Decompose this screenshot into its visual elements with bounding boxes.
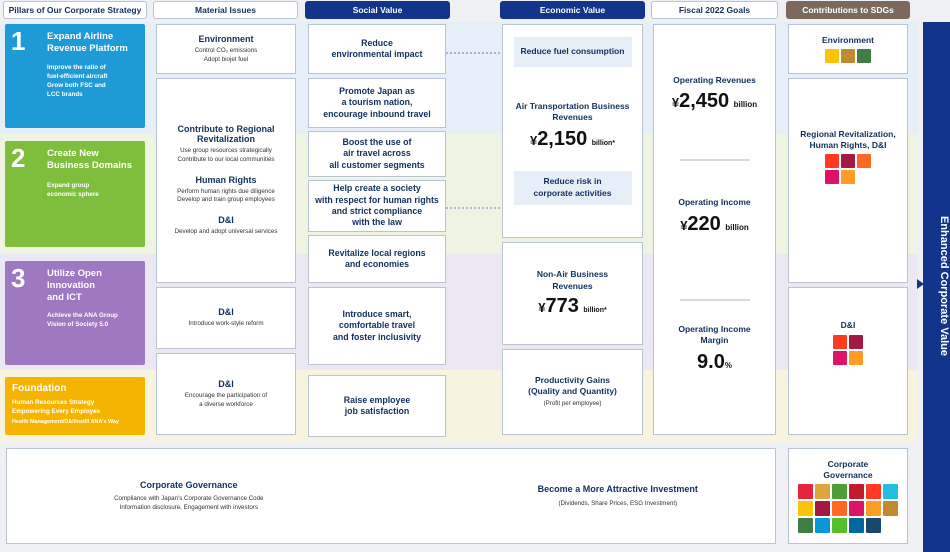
- sdg-goal-8-icon: [841, 154, 855, 168]
- fiscal-divider: [680, 159, 750, 161]
- sdg-goal-13-icon: [857, 49, 871, 63]
- sdg-goal-10-icon: [833, 351, 847, 365]
- economic-non-air: [502, 242, 643, 345]
- fiscal-divider: [680, 299, 750, 301]
- fiscal-margin-label: [678, 324, 750, 347]
- social-boost-air-travel: [308, 131, 446, 177]
- sdg-goal-9-icon: [857, 154, 871, 168]
- economic-nonair-value: [538, 295, 606, 318]
- social-text: and economies: [344, 259, 410, 269]
- fiscal-goals: [653, 24, 776, 435]
- pillar-1-sub-line: Improve the ratio of: [47, 64, 106, 71]
- economic-prod-title: Productivity Gains: [534, 374, 611, 385]
- pillar-2-number: 2: [11, 143, 26, 173]
- sdg-regional-title-line: Human Rights, D&I: [809, 139, 887, 150]
- material-environment-title: Environment: [198, 33, 254, 44]
- economic-air-number: 2,150: [537, 127, 588, 150]
- fiscal-revenue-currency: ¥: [671, 95, 680, 111]
- material-di-title: D&I: [218, 215, 234, 226]
- sdg-goal-12-icon: [883, 501, 898, 516]
- pillar-3-subtitle: [47, 311, 118, 329]
- economic-nonair-title-line: Non-Air Business: [536, 269, 609, 280]
- economic-risk-text: Reduce risk in: [543, 176, 602, 187]
- pillar-1: [5, 24, 145, 128]
- pillar-1-title-line: Expand Airline: [47, 31, 114, 42]
- governance-title: Corporate Governance: [140, 479, 238, 490]
- sdg-governance-title-line: Corporate: [827, 459, 869, 469]
- social-employee-satisfaction: [308, 375, 446, 437]
- pillar-3-title-line: Utilize Open: [47, 268, 102, 279]
- sdg-goal-15-icon: [832, 518, 847, 533]
- social-text: with the law: [352, 217, 402, 228]
- fiscal-revenue-value: [672, 90, 757, 113]
- sdg-governance-title-line: Governance: [823, 469, 873, 480]
- social-revitalize-regions: [308, 235, 446, 283]
- economic-risk-text: corporate activities: [533, 187, 612, 198]
- social-text: and foster inclusivity: [333, 331, 421, 342]
- header-fiscal-goals: Fiscal 2022 Goals: [651, 1, 778, 19]
- material-environment-item: Adopt biojet fuel: [203, 55, 249, 63]
- social-text: comfortable travel: [338, 320, 416, 331]
- economic-nonair-currency: ¥: [538, 299, 546, 315]
- header-economic-value: Economic Value: [500, 1, 645, 19]
- pillar-2-subtitle: [47, 181, 99, 199]
- economic-nonair-unit: billion*: [583, 306, 607, 314]
- sdg-goal-10-icon: [825, 170, 839, 184]
- economic-prod-title: (Quality and Quantity): [528, 386, 617, 396]
- economic-nonair-title-line: Revenues: [552, 280, 593, 291]
- material-regional-title-line: Contribute to Regional: [177, 123, 275, 134]
- social-text: job satisfaction: [344, 406, 410, 416]
- sdg-goal-13-icon: [798, 518, 813, 533]
- social-text: Boost the use of: [342, 136, 412, 147]
- social-human-rights: [308, 180, 446, 232]
- governance-invest-title: Become a More Attractive Investment: [537, 484, 698, 495]
- social-text: Introduce smart,: [342, 308, 412, 319]
- sdg-governance: [788, 448, 908, 544]
- fiscal-margin-label-line: Operating Income: [678, 323, 751, 334]
- pillar-1-sub-line: fuel-efficient aircraft: [47, 73, 108, 81]
- pillar-2-title: [47, 148, 132, 172]
- economic-nonair-number: 773: [545, 294, 579, 317]
- governance-sub: Information disclosure, Engagement with investors: [119, 504, 258, 512]
- material-regional-item: Contribute to our local communities: [177, 155, 275, 163]
- pillar-1-sub-line: Grow both FSC and: [47, 82, 106, 90]
- economic-productivity: [502, 349, 643, 435]
- governance-left: [114, 479, 263, 513]
- material-di-item: Develop and adopt universal services: [174, 228, 278, 236]
- sdg-di-tiles: [833, 335, 863, 365]
- foundation-sub-line: Empowering Every Employee: [12, 408, 101, 416]
- sdg-goal-2-icon: [815, 484, 830, 499]
- economic-air-title: [516, 101, 630, 124]
- material-di-2-title: D&I: [218, 307, 234, 317]
- sdg-goal-14-icon: [815, 518, 830, 533]
- sdg-environment-tiles: [825, 49, 871, 63]
- sdg-goal-11-icon: [849, 351, 863, 365]
- pillar-3-sub-line: Achieve the ANA Group: [47, 312, 118, 319]
- sdg-goal-8-icon: [849, 335, 863, 349]
- header-material-issues: Material Issues: [153, 1, 298, 19]
- economic-air-title-line: Air Transportation Business: [515, 101, 630, 111]
- fiscal-revenue-label: Operating Revenues: [673, 75, 756, 85]
- fiscal-margin-label-line: Margin: [700, 335, 729, 346]
- social-text: environmental impact: [331, 49, 423, 59]
- material-human-rights-title: Human Rights: [195, 174, 257, 185]
- sdg-goal-5-icon: [825, 154, 839, 168]
- sdg-environment-title: Environment: [822, 35, 874, 46]
- sdg-goal-9-icon: [832, 501, 847, 516]
- sdg-regional-tiles: [825, 154, 871, 184]
- fiscal-income-label: Operating Income: [678, 197, 751, 208]
- foundation-sub-line: Health Management/D&I/Instill ANA's Way: [12, 419, 119, 426]
- pillar-2-title-line: Create New: [47, 148, 99, 159]
- pillar-3-title-line: and ICT: [47, 291, 82, 303]
- material-di-2-item: Introduce work-style reform: [188, 320, 264, 327]
- fiscal-income-number: 220: [687, 212, 721, 235]
- sdg-goal-16-icon: [849, 518, 864, 533]
- sdg-governance-title: [823, 459, 872, 480]
- economic-risk-box: [514, 171, 632, 205]
- pillar-1-number: 1: [11, 26, 26, 56]
- sdg-goal-8-icon: [815, 501, 830, 516]
- sdg-di-title: D&I: [840, 320, 856, 330]
- economic-air-transport: [502, 24, 643, 238]
- pillar-3-title-line: Innovation: [47, 279, 96, 291]
- economic-air-value: [530, 128, 615, 151]
- material-human-rights-item: Develop and train group employees: [177, 196, 275, 204]
- foundation-subtitle: [12, 398, 119, 427]
- social-text: Revitalize local regions: [328, 247, 426, 258]
- sdg-goal-4-icon: [849, 484, 864, 499]
- sdg-di: [788, 287, 908, 435]
- material-regional-title-line: Revitalization: [196, 133, 255, 144]
- material-di-3-title: D&I: [218, 378, 234, 389]
- header-sdgs: Contributions to SDGs: [786, 1, 910, 19]
- sdg-goal-12-icon: [841, 49, 855, 63]
- pillar-3-sub-line: Vision of Society 5.0: [47, 321, 109, 329]
- sdg-goal-10-icon: [849, 501, 864, 516]
- material-regional-item: Use group resources strategically: [180, 146, 272, 154]
- chevron-right-icon: [916, 278, 926, 290]
- pillar-foundation: [5, 377, 145, 435]
- sdg-governance-tiles: [798, 484, 898, 533]
- social-text: with respect for human rights: [315, 194, 439, 205]
- social-text: a tourism nation,: [341, 97, 413, 108]
- pillar-2: [5, 141, 145, 247]
- sdg-goal-1-icon: [798, 484, 813, 499]
- social-text: air travel across: [343, 148, 411, 159]
- social-text: Help create a society: [333, 183, 421, 194]
- sdg-goal-5-icon: [833, 335, 847, 349]
- fiscal-margin-value: [697, 351, 732, 374]
- economic-nonair-title: [537, 269, 608, 292]
- social-text: Promote Japan as: [339, 85, 415, 96]
- material-di-3-item: Encourage the participation of: [184, 391, 268, 399]
- social-text: Reduce: [361, 37, 393, 48]
- sdg-goal-7-icon: [798, 501, 813, 516]
- economic-air-unit: billion*: [591, 139, 616, 147]
- social-text: all customer segments: [329, 159, 425, 170]
- material-environment-item: Control CO₂ emissions: [194, 46, 258, 54]
- material-di-3: [156, 353, 296, 435]
- header-social-value: Social Value: [305, 1, 450, 19]
- sdg-goal-17-icon: [866, 518, 881, 533]
- sdg-goal-6-icon: [883, 484, 898, 499]
- pillar-1-subtitle: [47, 63, 108, 100]
- economic-air-currency: ¥: [529, 132, 538, 148]
- governance-right: [538, 483, 698, 508]
- sdg-goal-3-icon: [832, 484, 847, 499]
- social-text: Raise employee: [343, 394, 411, 405]
- governance-sub: Compliance with Japan's Corporate Governance Code: [114, 495, 264, 503]
- header-pillars: Pillars of Our Corporate Strategy: [3, 1, 147, 19]
- pillar-1-sub-line: LCC brands: [47, 91, 83, 99]
- material-regional: [156, 78, 296, 283]
- foundation-sub-line: Human Resources Strategy: [12, 399, 95, 406]
- sdg-goal-5-icon: [866, 484, 881, 499]
- social-text: encourage inbound travel: [323, 108, 431, 119]
- fiscal-revenue-unit: billion: [733, 100, 758, 110]
- sdg-goal-7-icon: [825, 49, 839, 63]
- governance-row: [6, 448, 776, 544]
- fiscal-income-unit: billion: [725, 222, 749, 232]
- material-environment: [156, 24, 296, 74]
- social-text: and strict compliance: [331, 206, 423, 216]
- fiscal-income-currency: ¥: [680, 217, 688, 233]
- enhanced-value-bar: [923, 22, 950, 552]
- material-di-3-item: a diverse workforce: [199, 400, 253, 408]
- material-human-rights-item: Perform human rights due diligence: [177, 187, 275, 195]
- social-reduce-impact: [308, 24, 446, 74]
- pillar-1-title-line: Revenue Platform: [47, 42, 128, 54]
- material-regional-title: [178, 124, 275, 144]
- foundation-title: Foundation: [12, 383, 67, 394]
- sdg-goal-11-icon: [866, 501, 881, 516]
- pillar-2-sub-line: Expand group: [47, 182, 90, 189]
- fiscal-income-value: [680, 213, 749, 236]
- sdg-regional: [788, 78, 908, 283]
- economic-air-title-line: Revenues: [552, 112, 593, 123]
- pillar-2-sub-line: economic sphere: [47, 191, 99, 199]
- pillar-2-title-line: Business Domains: [47, 159, 132, 171]
- fiscal-margin-unit: %: [724, 360, 732, 370]
- pillar-3-number: 3: [11, 263, 26, 293]
- sdg-environment: [788, 24, 908, 74]
- sdg-regional-title-line: Regional Revitalization,: [800, 129, 896, 139]
- governance-invest-sub: (Dividends, Share Prices, ESG Investment): [558, 499, 678, 507]
- sdg-goal-11-icon: [841, 170, 855, 184]
- social-smart-travel: [308, 287, 446, 365]
- pillar-3: [5, 261, 145, 365]
- fiscal-revenue-number: 2,450: [679, 90, 730, 113]
- economic-fuel-text: Reduce fuel consumption: [520, 46, 625, 57]
- economic-prod-note: (Profit per employee): [543, 400, 602, 408]
- sdg-regional-title: [800, 129, 895, 150]
- fiscal-margin-number: 9.0: [697, 350, 725, 373]
- economic-fuel-box: [514, 37, 632, 67]
- social-promote-japan: [308, 78, 446, 128]
- material-di-2: [156, 287, 296, 349]
- pillar-1-title: [47, 31, 128, 55]
- pillar-3-title: [47, 268, 102, 304]
- enhanced-value-label: Enhanced Corporate Value: [938, 216, 950, 356]
